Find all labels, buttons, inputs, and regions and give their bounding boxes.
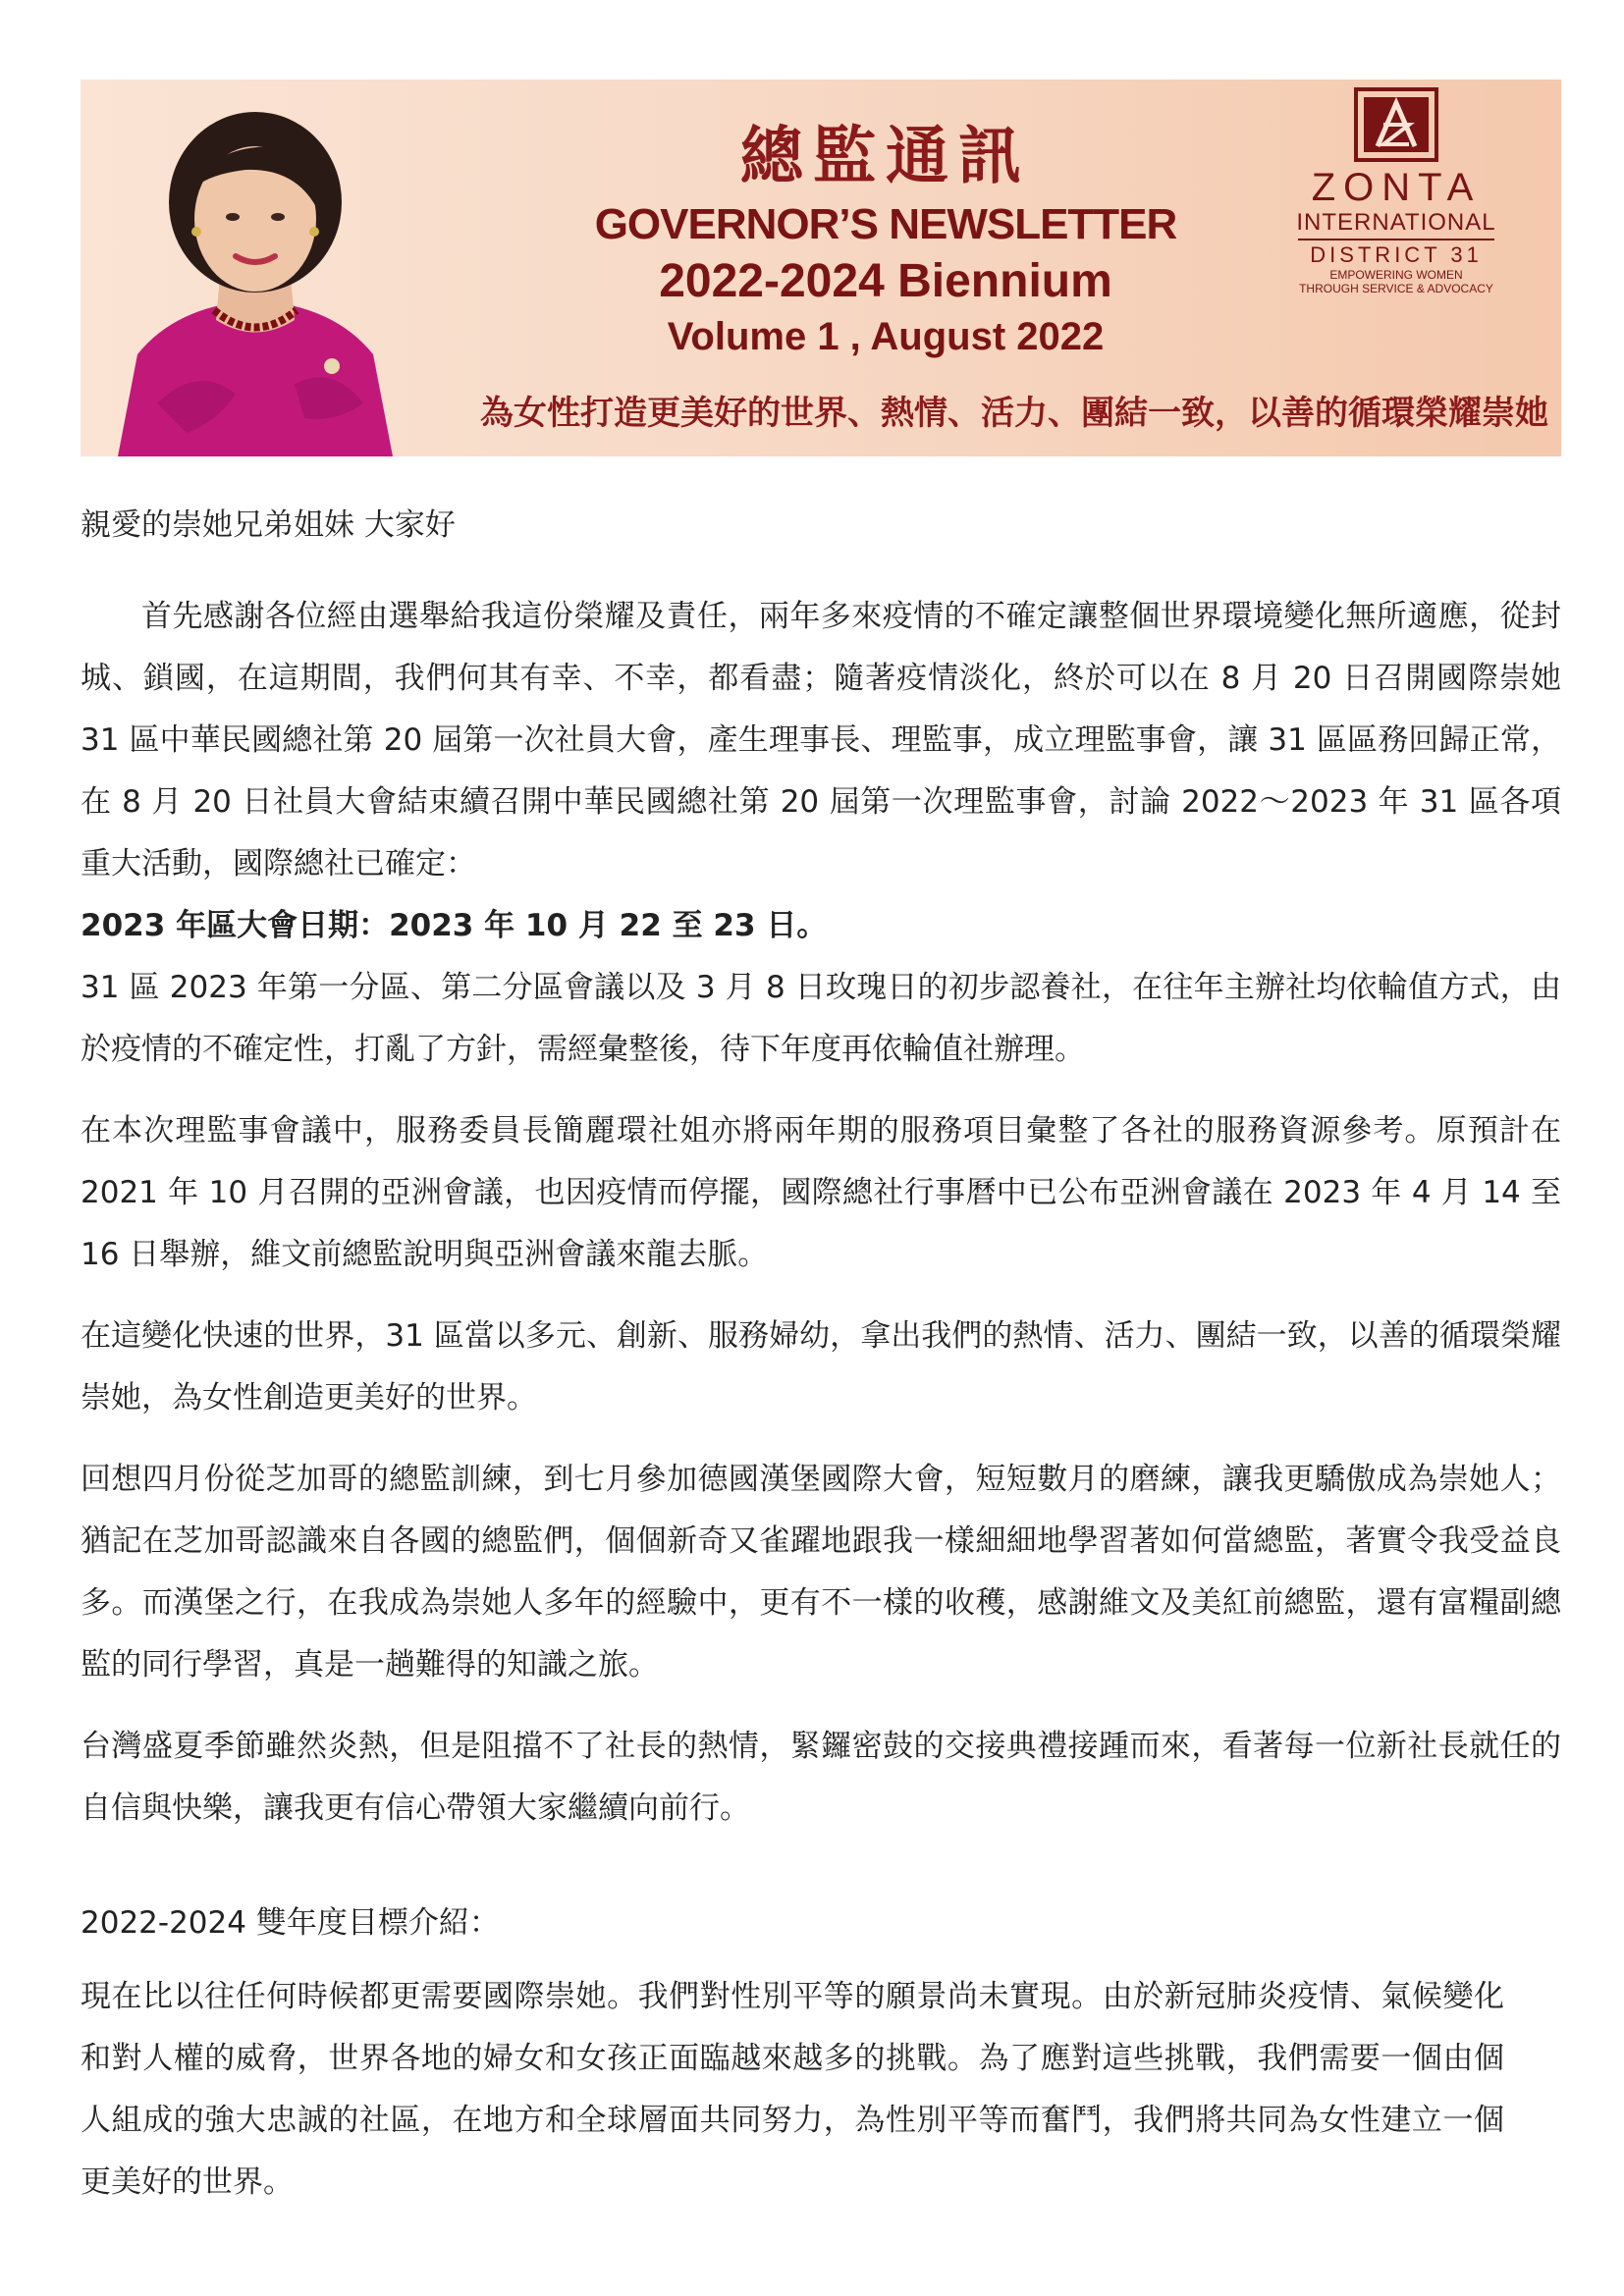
logo-tagline-1: EMPOWERING WOMEN	[1329, 268, 1463, 282]
newsletter-body	[81, 495, 1561, 2233]
paragraph-2: 31 區 2023 年第一分區、第二分區會議以及 3 月 8 日玫瑰日的初步認養社，在往年主辦社均依輪值方式，由於疫情的不確定性，打亂了方針，需經彙整後，待下年度再依輪值社辦理。	[81, 970, 1561, 1067]
section-heading: 2022-2024 雙年度目標介紹：	[81, 1905, 500, 1941]
logo-divider	[1298, 239, 1494, 240]
zonta-logo	[1269, 87, 1524, 323]
newsletter-title-en: GOVERNOR’S NEWSLETTER	[594, 200, 1177, 248]
paragraph-1: 首先感謝各位經由選舉給我這份榮耀及責任，兩年多來疫情的不確定讓整個世界環境變化無所適應，從封城、鎖國，在這期間，我們何其有幸、不幸，都看盡；隨著疫情淡化，終於可以在 8 月 20 日召開國際崇她 31 區中華民國總社第 20 屆第一次社員大會，產生理事長、理監事，成立理監事會，讓 31 區區務回歸正常，在 8 月 20 日社員大會結束續召開中華民國總社第 20 屆第一次理監事會，討論 2022～2023 年 31 區各項重大活動，國際總社已確定：	[81, 599, 1561, 881]
paragraph-4: 在這變化快速的世界，31 區當以多元、創新、服務婦幼，拿出我們的熱情、活力、團結一致，以善的循環榮耀崇她，為女性創造更美好的世界。	[81, 1318, 1561, 1415]
paragraph-3: 在本次理監事會議中，服務委員長簡麗環社姐亦將兩年期的服務項目彙整了各社的服務資源參考。原預計在 2021 年 10 月召開的亞洲會議，也因疫情而停擺，國際總社行事曆中已公布亞洲會議在 2023 年 4 月 14 至 16 日舉辦，維文前總監說明與亞洲會議來龍去脈。	[81, 1113, 1561, 1272]
zonta-emblem-icon	[1354, 87, 1438, 162]
logo-international: INTERNATIONAL	[1296, 209, 1496, 236]
motto: 為女性打造更美好的世界、熱情、活力、團結一致，以善的循環榮耀崇她	[480, 394, 1548, 433]
biennium-label: 2022-2024 Biennium	[659, 255, 1112, 307]
paragraph-5: 回想四月份從芝加哥的總監訓練，到七月參加德國漢堡國際大會，短短數月的磨練，讓我更驕傲成為崇她人；猶記在芝加哥認識來自各國的總監們，個個新奇又雀躍地跟我一樣細細地學習著如何當總監，著實令我受益良多。而漢堡之行，在我成為崇她人多年的經驗中，更有不一樣的收穫，感謝維文及美紅前總監，還有富糧副總監的同行學習，真是一趟難得的知識之旅。	[81, 1462, 1561, 1682]
logo-name: ZONTA	[1311, 166, 1482, 209]
logo-tagline-2: THROUGH SERVICE & ADVOCACY	[1299, 282, 1493, 295]
logo-district: DISTRICT 31	[1310, 242, 1483, 267]
governor-portrait	[98, 109, 412, 456]
newsletter-banner	[81, 80, 1561, 456]
greeting: 親愛的崇她兄弟姐妹 大家好	[81, 507, 456, 543]
conference-date: 2023 年區大會日期：2023 年 10 月 22 至 23 日。	[81, 908, 828, 943]
title-block	[513, 117, 1259, 362]
paragraph-6: 台灣盛夏季節雖然炎熱，但是阻擋不了社長的熱情，緊鑼密鼓的交接典禮接踵而來，看著每一位新社長就任的自信與快樂，讓我更有信心帶領大家繼續向前行。	[81, 1729, 1561, 1826]
newsletter-title-zh: 總監通訊	[740, 120, 1031, 193]
paragraph-goals: 現在比以往任何時候都更需要國際崇她。我們對性別平等的願景尚未實現。由於新冠肺炎疫情、氣候變化和對人權的威脅，世界各地的婦女和女孩正面臨越來越多的挑戰。為了應對這些挑戰，我們需要一個由個人組成的強大忠誠的社區，在地方和全球層面共同努力，為性別平等而奮鬥，我們將共同為女性建立一個更美好的世界。	[81, 1979, 1504, 2200]
volume-label: Volume 1 , August 2022	[667, 315, 1105, 358]
